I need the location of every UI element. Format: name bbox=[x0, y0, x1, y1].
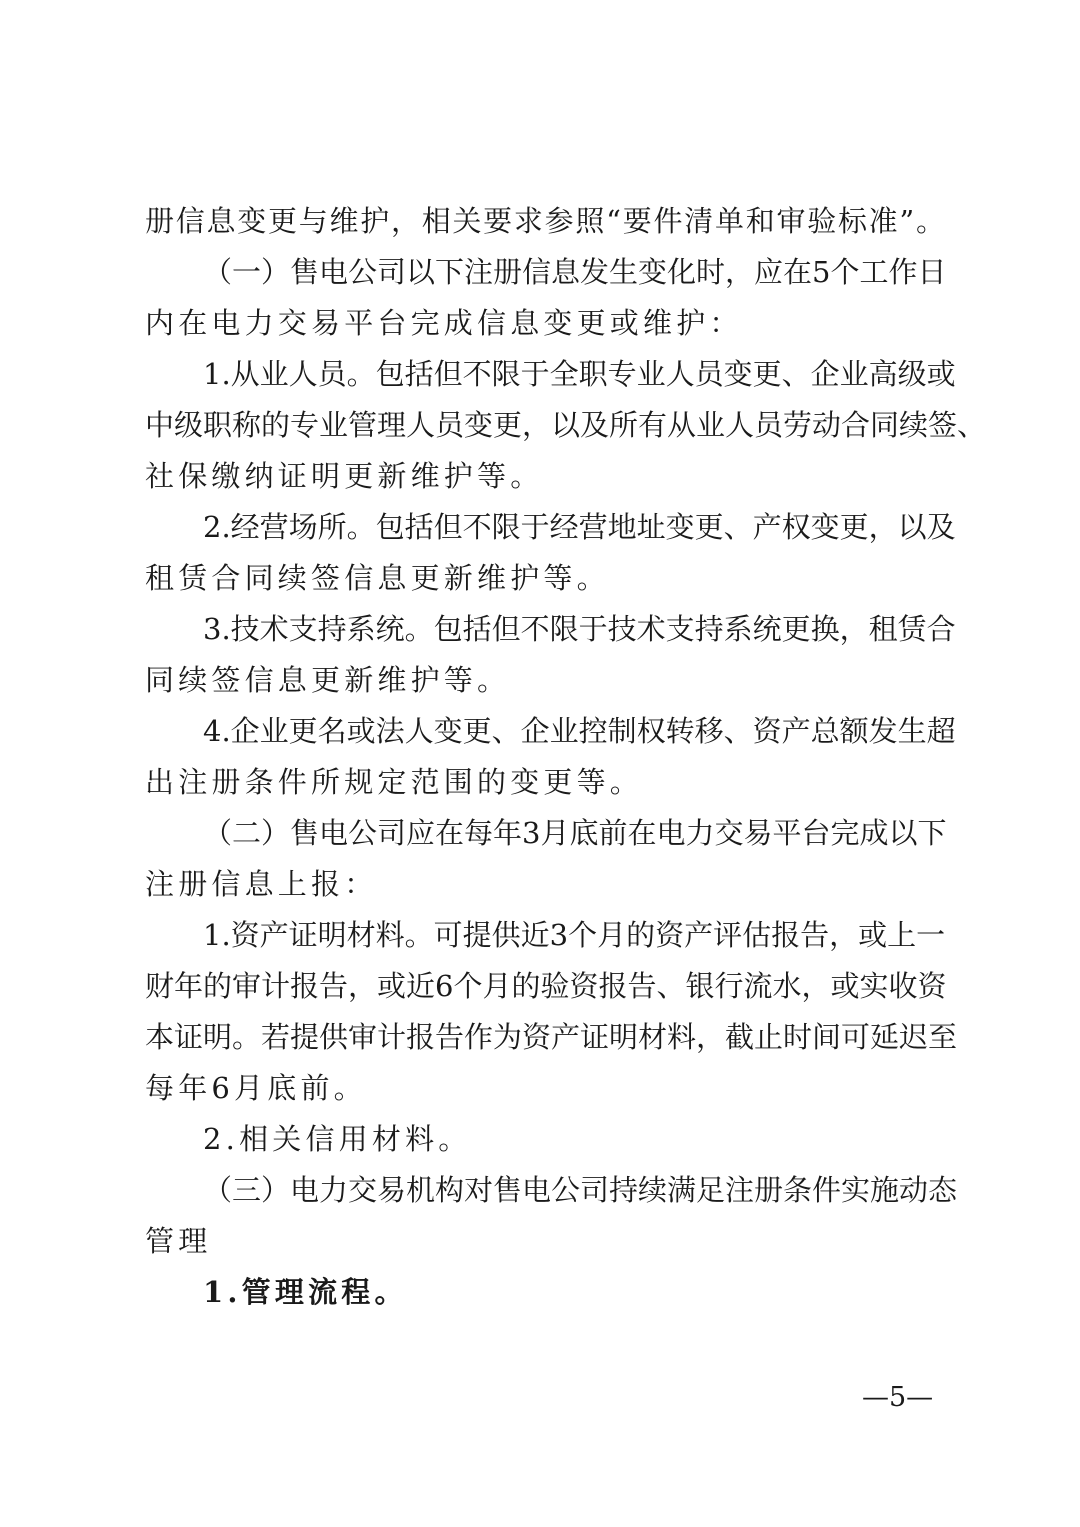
section-heading-line: （一）售电公司以下注册信息发生变化时，应在5个工作日 bbox=[203, 255, 947, 289]
paragraph-line: 内在电力交易平台完成信息变更或维护： bbox=[145, 306, 743, 340]
paragraph-line: 财年的审计报告，或近6个月的验资报告、银行流水，或实收资 bbox=[145, 969, 947, 1003]
paragraph-line: 中级职称的专业管理人员变更，以及所有从业人员劳动合同续签、 bbox=[145, 408, 987, 442]
list-item-line: 1.从业人员。包括但不限于全职专业人员变更、企业高级或 bbox=[203, 357, 956, 391]
list-item-line: 4.企业更名或法人变更、企业控制权转移、资产总额发生超 bbox=[203, 714, 956, 748]
paragraph-line: 本证明。若提供审计报告作为资产证明材料，截止时间可延迟至 bbox=[145, 1020, 958, 1054]
subheading-line: 1.管理流程。 bbox=[203, 1275, 408, 1309]
paragraph-line: 租赁合同续签信息更新维护等。 bbox=[145, 561, 610, 595]
section-heading-line: （二）售电公司应在每年3月底前在电力交易平台完成以下 bbox=[203, 816, 947, 850]
list-item-line: 2.相关信用材料。 bbox=[203, 1122, 472, 1156]
section-heading-line: （三）电力交易机构对售电公司持续满足注册条件实施动态 bbox=[203, 1173, 958, 1207]
page-number: —5— bbox=[862, 1382, 934, 1413]
paragraph-line: 社保缴纳证明更新维护等。 bbox=[145, 459, 544, 493]
paragraph-line: 同续签信息更新维护等。 bbox=[145, 663, 511, 697]
paragraph-line: 管理 bbox=[145, 1224, 212, 1258]
paragraph-line: 出注册条件所规定范围的变更等。 bbox=[145, 765, 644, 799]
list-item-line: 3.技术支持系统。包括但不限于技术支持系统更换，租赁合 bbox=[203, 612, 956, 646]
list-item-line: 2.经营场所。包括但不限于经营地址变更、产权变更，以及 bbox=[203, 510, 956, 544]
paragraph-line: 每年6月底前。 bbox=[145, 1071, 367, 1105]
list-item-line: 1.资产证明材料。可提供近3个月的资产评估报告，或上一 bbox=[203, 918, 946, 952]
paragraph-line: 册信息变更与维护，相关要求参照“要件清单和审验标准”。 bbox=[145, 204, 945, 238]
paragraph-line: 注册信息上报： bbox=[145, 867, 378, 901]
